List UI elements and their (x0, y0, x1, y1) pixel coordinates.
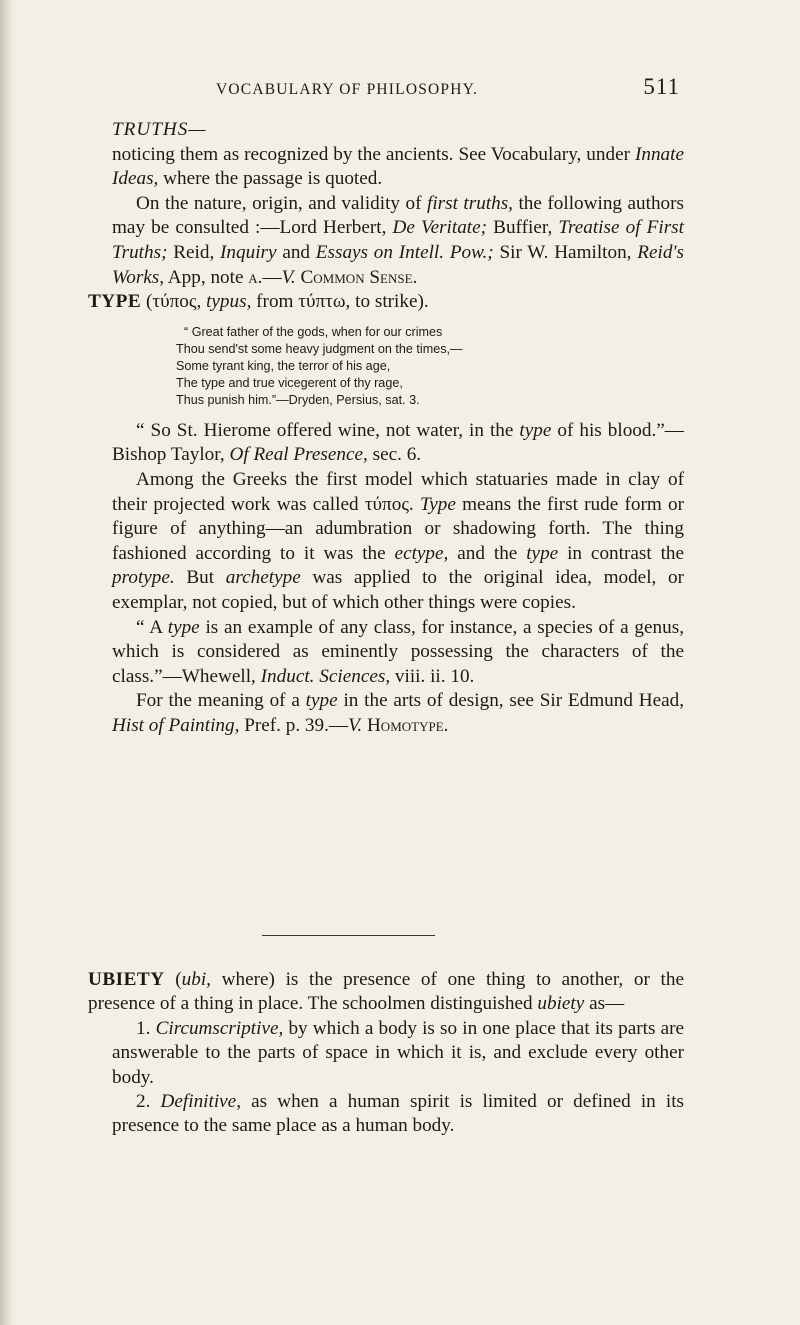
truths-paragraph-1: noticing them as recognized by the ancients. See Vocabulary, under Innate Ideas, where the passage is quoted. (112, 143, 684, 190)
quote-line: “ Great father of the gods, when for our crimes (184, 324, 443, 339)
type-paragraph-4: For the meaning of a type in the arts of design, see Sir Edmund Head, Hist of Painting, Pref. p. 39.—V. Homotype. (112, 690, 684, 736)
dryden-quotation (176, 324, 684, 409)
quote-line: Thus punish him.”—Dryden, Persius, sat. 3. (176, 392, 420, 407)
main-text (88, 118, 685, 738)
quote-line: Thou send'st some heavy judgment on the times,— (176, 341, 463, 356)
running-title: VOCABULARY OF PHILOSOPHY. (216, 81, 479, 98)
entry-head-truths: TRUTHS— (112, 119, 207, 140)
page-edge-shadow (0, 0, 14, 1325)
type-entry-line: TYPE (τύπος, typus, from τύπτω, to strike). (88, 291, 429, 313)
running-header (112, 74, 680, 100)
type-paragraph-3: “ A type is an example of any class, for instance, a species of a genus, which is considered as eminently possessing the characters of the class.”—Whewell, Induct. Sciences, viii. ii. 10. (112, 616, 684, 687)
ubiety-section (88, 968, 685, 1139)
page-number: 511 (643, 74, 680, 99)
ubiety-paragraph-1: UBIETY (ubi, where) is the presence of one thing to another, or the presence of a thing in place. The schoolmen distinguished ubiety as— (88, 969, 684, 1015)
quote-line: The type and true vicegerent of thy rage, (176, 375, 403, 390)
ubiety-item-1: 1. Circumscriptive, by which a body is so in one place that its parts are answerable to the parts of space in which it is, and exclude every other body. (112, 1017, 684, 1088)
entry-head-type: TYPE (88, 291, 142, 313)
ubiety-item-2: 2. Definitive, as when a human spirit is limited or defined in its presence to the same place as a human body. (112, 1091, 685, 1137)
truths-heading (112, 118, 684, 143)
type-paragraph-1: “ So St. Hierome offered wine, not water, in the type of his blood.”—Bishop Taylor, Of Real Presence, sec. 6. (112, 419, 684, 466)
section-divider (262, 935, 435, 936)
entry-head-ubiety: UBIETY (88, 969, 165, 990)
truths-paragraph-2: On the nature, origin, and validity of first truths, the following authors may be consulted :—Lord Herbert, De Veritate; Buffier, Treatise of First Truths; Reid, Inquiry and Essays on Intell. Pow.; Sir W. Hamilton, Reid's Works, App, note a.—V. Common Sense. (112, 192, 684, 288)
quote-line: Some tyrant king, the terror of his age, (176, 358, 391, 373)
type-paragraph-2: Among the Greeks the first model which statuaries made in clay of their projected work was called τύπος. Type means the first rude form or figure of anything—an adumbration or shadowing forth. The thing fashioned according to it was the ectype, and the type in contrast the protype. But archetype was applied to the original idea, model, or exemplar, not copied, but of which other things were copies. (112, 468, 685, 613)
